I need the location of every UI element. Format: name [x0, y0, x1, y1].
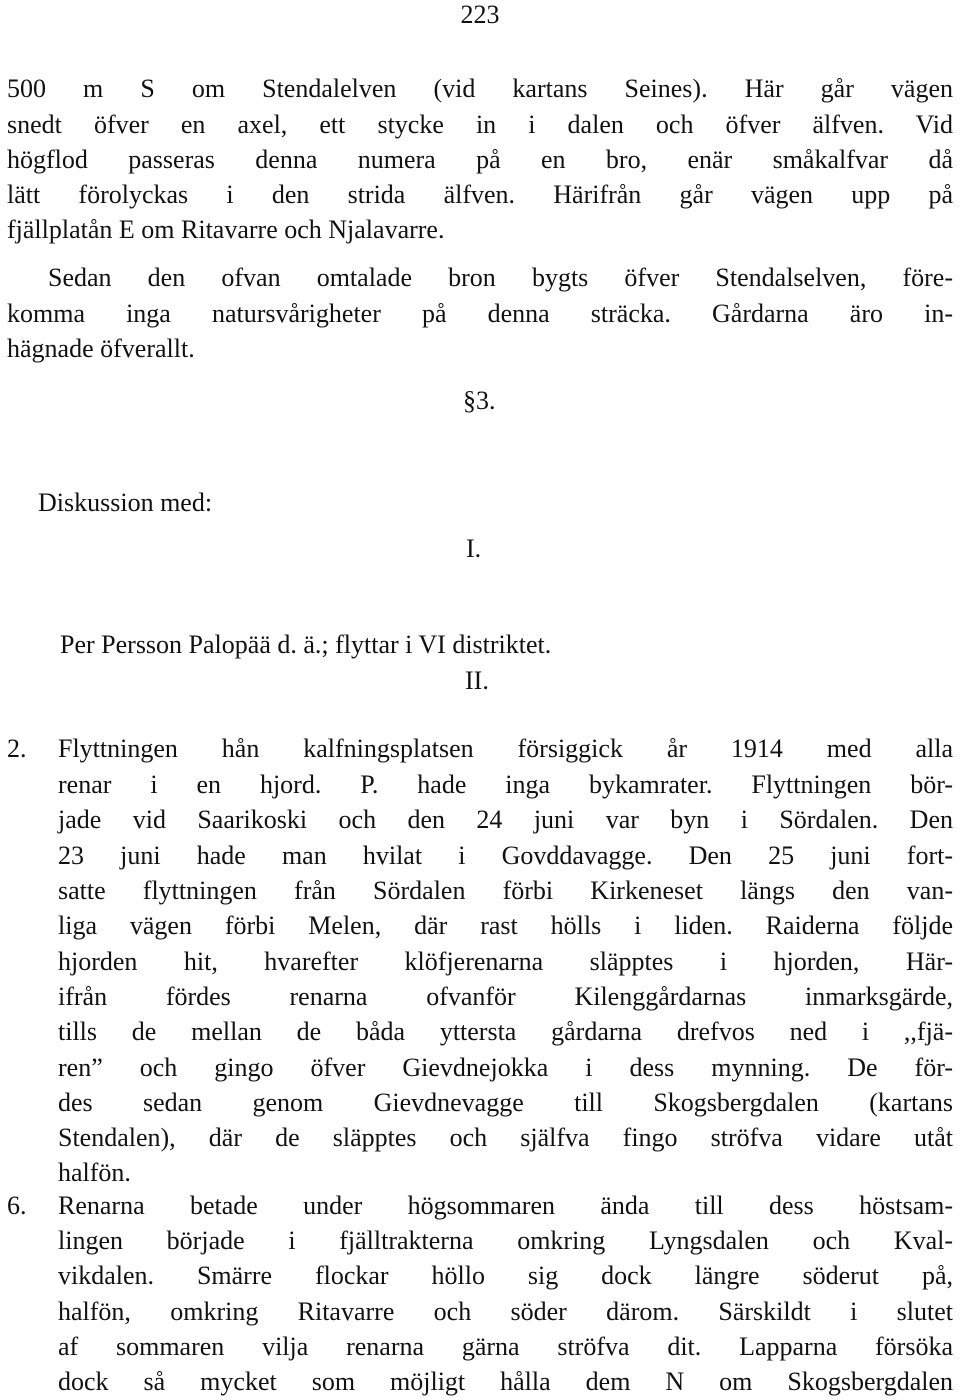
- text-line: vikdalen. Smärre flockar höllo sig dock längre söderut på,: [58, 1261, 953, 1290]
- text-line: komma inga natursvårigheter på denna sträcka. Gårdarna äro in-: [7, 299, 953, 328]
- text-line: af sommaren vilja renarna gärna ströfva dit. Lapparna försöka: [58, 1332, 953, 1361]
- text-line: des sedan genom Gievdnevagge till Skogsbergdalen (kartans: [58, 1088, 953, 1117]
- text-line: fjällplatån E om Ritavarre och Njalavarre.: [7, 215, 445, 244]
- item-number: 6.: [7, 1191, 27, 1220]
- section-heading: §3.: [463, 386, 496, 415]
- discussion-label: Diskussion med:: [38, 488, 213, 517]
- text-line: jade vid Saarikoski och den 24 juni var byn i Sördalen. Den: [58, 805, 953, 834]
- page-number: 223: [460, 0, 500, 29]
- text-line: högflod passeras denna numera på en bro, enär småkalfvar då: [7, 145, 953, 174]
- text-line: Flyttningen hån kalfningsplatsen försiggick år 1914 med alla: [58, 734, 953, 763]
- text-line: ren” och gingo öfver Gievdnejokka i dess mynning. De för-: [58, 1053, 953, 1082]
- text-line: Stendalen), där de släpptes och själfva fingo ströfva vidare utåt: [58, 1123, 953, 1152]
- text-line: halfön, omkring Ritavarre och söder därom. Särskildt i slutet: [58, 1297, 953, 1326]
- text-line: liga vägen förbi Melen, där rast hölls i liden. Raiderna följde: [58, 911, 953, 940]
- text-line: 500 m S om Stendalelven (vid kartans Seines). Här går vägen: [7, 74, 953, 103]
- roman-numeral-one: I.: [466, 534, 482, 563]
- text-line: tills de mellan de båda yttersta gårdarna drefvos ned i ,,fjä-: [58, 1017, 953, 1046]
- text-line: snedt öfver en axel, ett stycke in i dalen och öfver älfven. Vid: [7, 110, 953, 139]
- text-line: Renarna betade under högsommaren ända till dess höstsam-: [58, 1191, 953, 1220]
- text-line: dock så mycket som möjligt hålla dem N om Skogsbergdalen: [58, 1367, 953, 1396]
- text-line: satte flyttningen från Sördalen förbi Kirkeneset längs den van-: [58, 876, 953, 905]
- text-line: hjorden hit, hvarefter klöfjerenarna släpptes i hjorden, Här-: [58, 947, 953, 976]
- item-number: 2.: [7, 734, 27, 763]
- text-line: hägnade öfverallt.: [7, 334, 195, 363]
- text-line: renar i en hjord. P. hade inga bykamrater. Flyttningen bör-: [58, 770, 953, 799]
- text-line: ifrån fördes renarna ofvanför Kilenggårdarnas inmarksgärde,: [58, 982, 953, 1011]
- person-line: Per Persson Palopää d. ä.; flyttar i VI distriktet.: [60, 630, 552, 659]
- text-line: Sedan den ofvan omtalade bron bygts öfver Stendalselven, före-: [48, 263, 953, 292]
- roman-numeral-two: II.: [465, 666, 489, 695]
- text-line: 23 juni hade man hvilat i Govddavagge. Den 25 juni fort-: [58, 841, 953, 870]
- text-line: halfön.: [58, 1158, 131, 1187]
- text-line: lätt förolyckas i den strida älfven. Härifrån går vägen upp på: [7, 180, 953, 209]
- text-line: lingen började i fjälltrakterna omkring Lyngsdalen och Kval-: [58, 1226, 953, 1255]
